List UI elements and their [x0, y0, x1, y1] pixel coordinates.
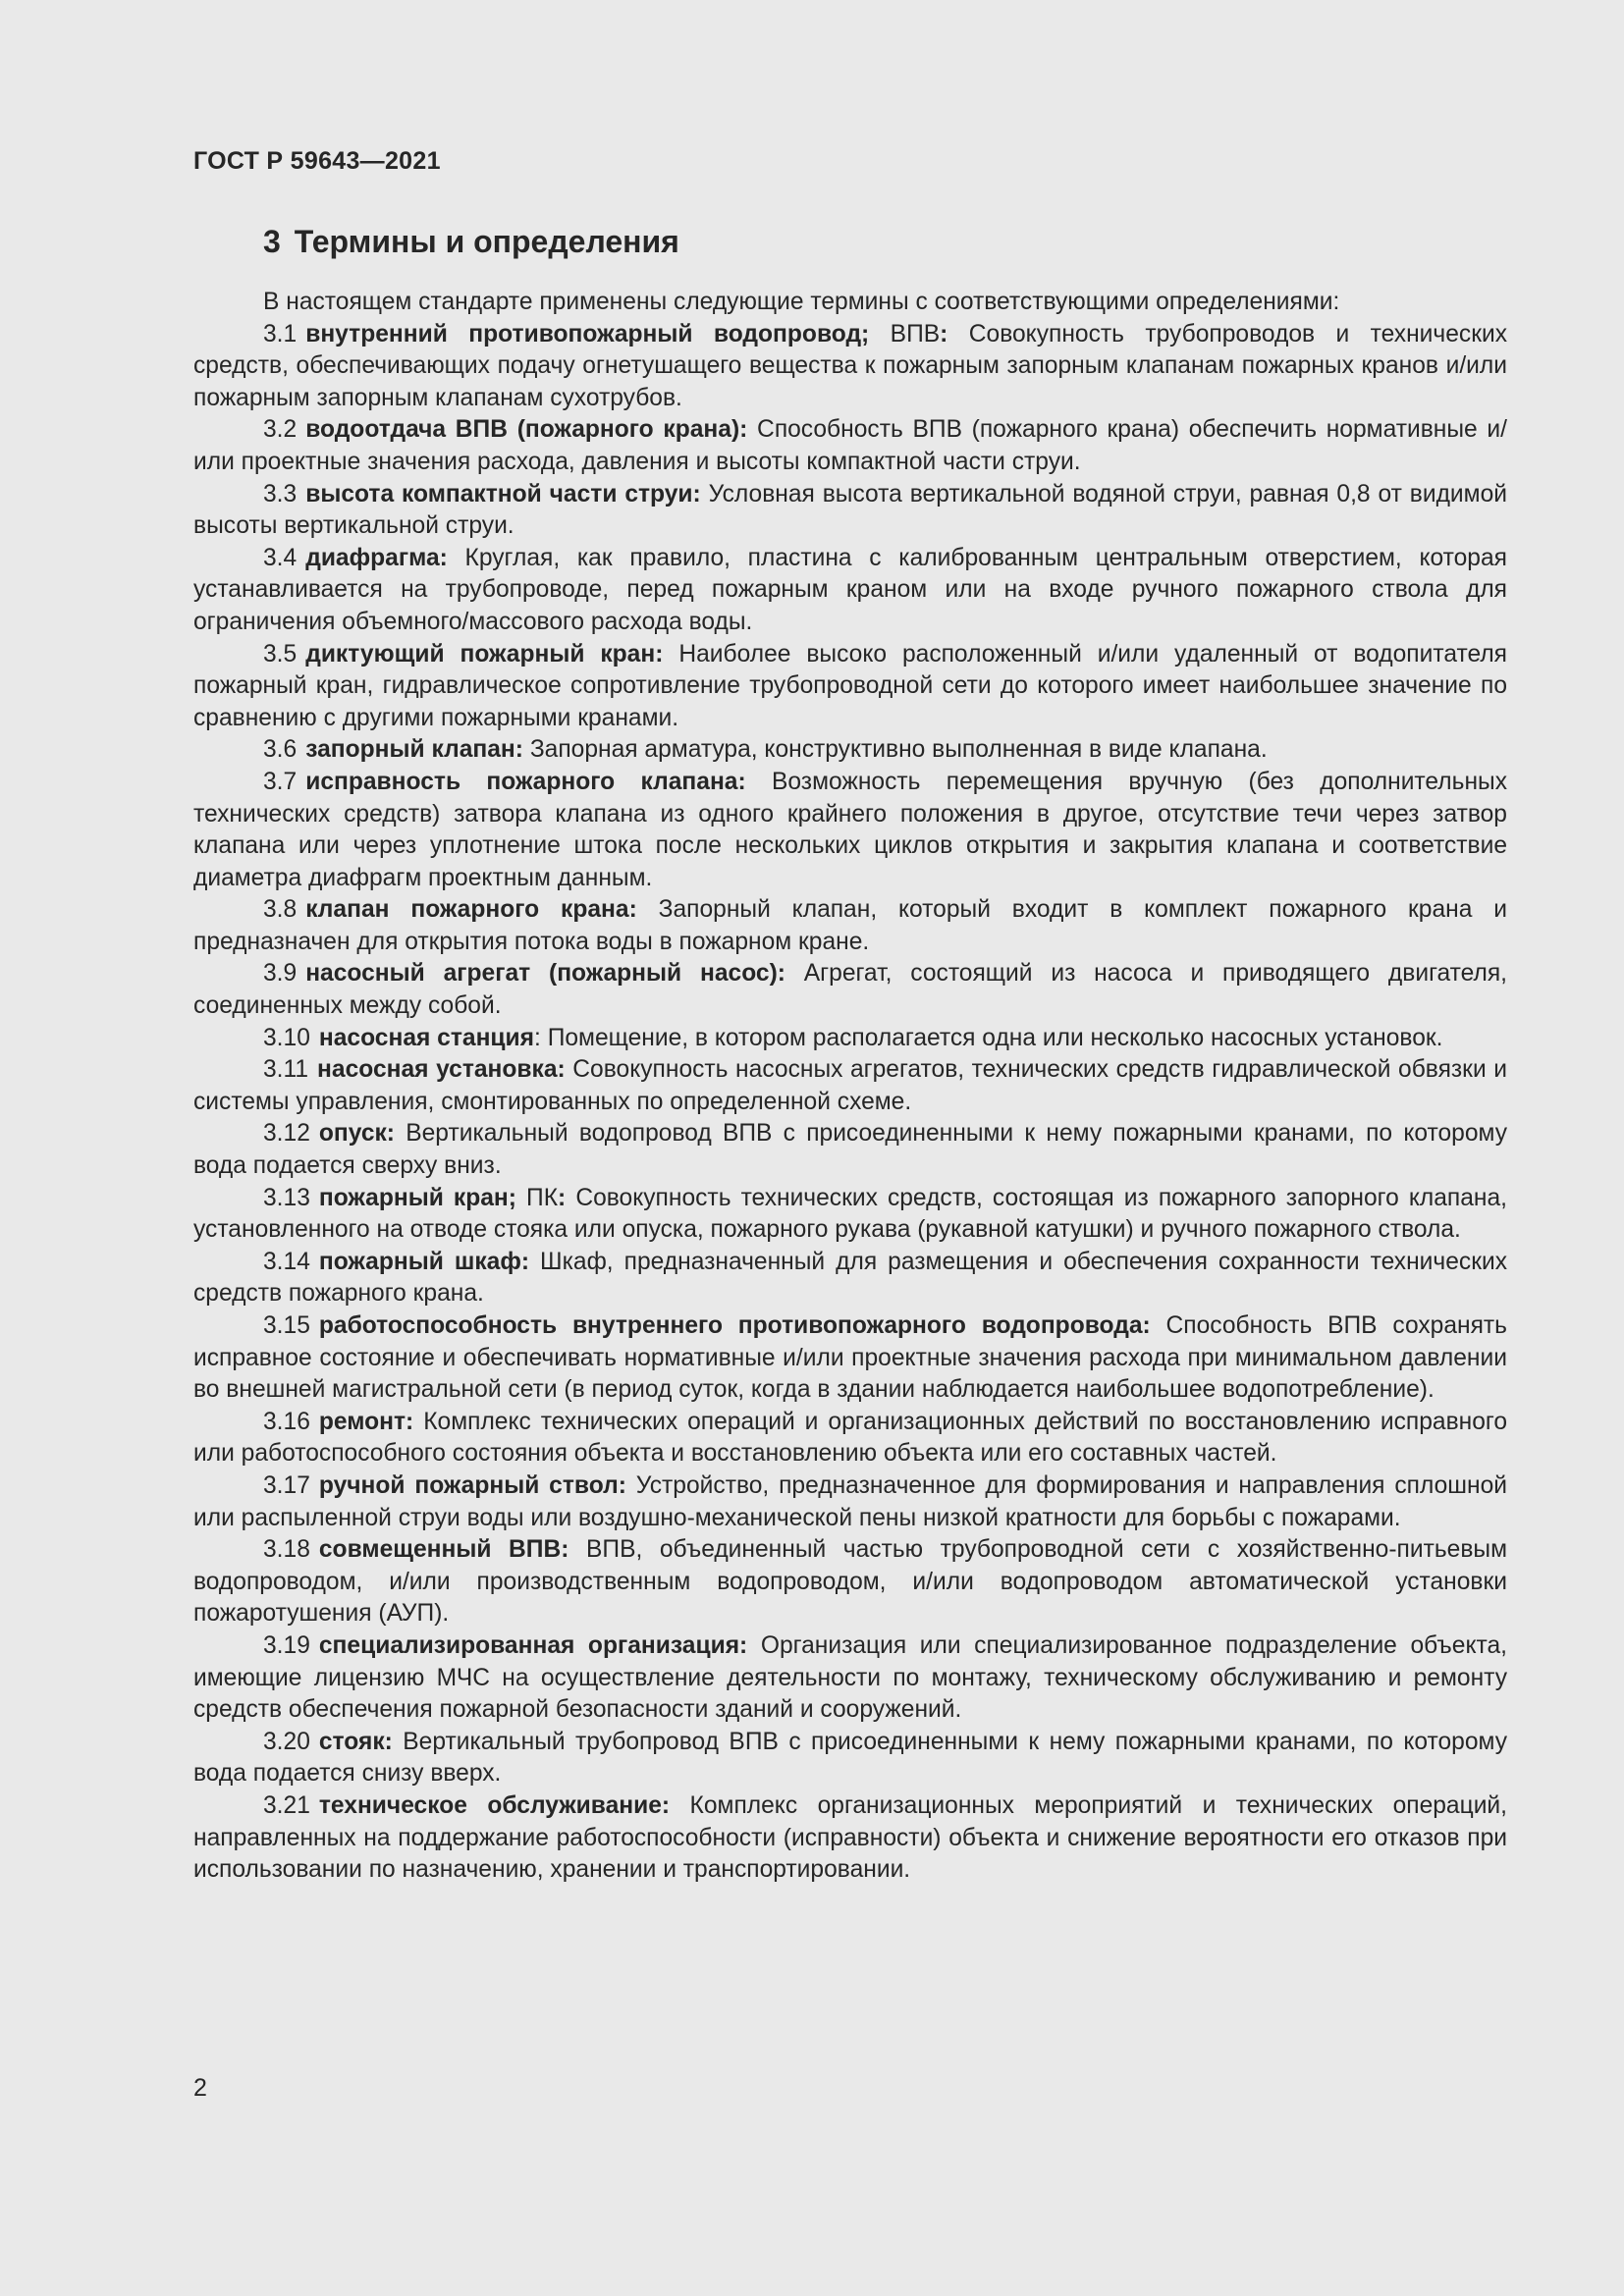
term-name: стояк:	[318, 1728, 393, 1755]
term-entry	[193, 1054, 1507, 1118]
term-name: высота компактной части струи:	[305, 480, 701, 507]
term-number: 3.8	[263, 896, 298, 924]
term-separator: :	[940, 320, 948, 347]
term-definition: Комплекс технических операций и организационных действий по восстановлению исправного или работоспособного состояния объекта и восстановлению объекта или его составных частей.	[193, 1408, 1507, 1468]
term-number: 3.17	[263, 1471, 310, 1499]
term-definition: Способность ВПВ сохранять исправное состояние и обеспечивать нормативные и/или проектные значения расхода при минимальном давлении во внешней магистральной сети (в период суток, когда в здании наблюдается наибольшее водопотребление).	[193, 1312, 1507, 1404]
term-number: 3.13	[263, 1184, 310, 1211]
term-entry	[193, 1183, 1507, 1247]
term-name: ручной пожарный ствол:	[318, 1471, 626, 1499]
term-number: 3.6	[263, 736, 298, 764]
term-entry	[193, 319, 1507, 415]
term-definition: Способность ВПВ (пожарного крана) обеспечить нормативные и/или проектные значения расхода, давления и высоты компактной части струи.	[193, 416, 1507, 475]
term-entry	[193, 543, 1507, 639]
term-definition: Устройство, предназначенное для формирования и направления сплошной или распыленной струи воды или воздушно-механической пены низкой кратности для борьбы с пожарами.	[193, 1471, 1507, 1531]
intro-paragraph: В настоящем стандарте применены следующие термины с соответствующими определениями:	[263, 289, 1340, 315]
term-number: 3.10	[263, 1024, 310, 1051]
section-heading	[263, 224, 679, 260]
term-number: 3.11	[263, 1056, 309, 1084]
term-name: работоспособность внутреннего противопожарного водопровода:	[318, 1312, 1151, 1339]
term-definition: : Помещение, в котором располагается одна или несколько насосных установок.	[534, 1024, 1443, 1051]
term-entry	[193, 1310, 1507, 1407]
term-name: насосная станция	[318, 1024, 535, 1051]
term-entry	[193, 734, 1507, 767]
term-definition: Шкаф, предназначенный для размещения и обеспечения сохранности технических средств пожарного крана.	[193, 1248, 1507, 1308]
term-name: диафрагма:	[305, 544, 448, 571]
term-name: исправность пожарного клапана:	[305, 768, 746, 795]
page-number: 2	[193, 2074, 207, 2102]
term-entry	[193, 1630, 1507, 1727]
term-abbreviation: ВПВ	[869, 320, 941, 347]
term-name: водоотдача ВПВ (пожарного крана):	[305, 416, 748, 444]
term-definition: Условная высота вертикальной водяной струи, равная 0,8 от видимой высоты вертикальной струи.	[193, 480, 1507, 540]
term-definition: Запорный клапан, который входит в комплект пожарного крана и предназначен для открытия потока воды в пожарном кране.	[193, 896, 1507, 955]
term-name: насосная установка:	[317, 1056, 566, 1084]
term-name: совмещенный ВПВ:	[318, 1536, 569, 1564]
term-definition: Совокупность технических средств, состоящая из пожарного запорного клапана, установленного на отводе стояка или опуска, пожарного рукава (рукавной катушки) и ручного пожарного ствола.	[193, 1184, 1508, 1244]
term-number: 3.14	[263, 1248, 310, 1275]
term-definition: Запорная арматура, конструктивно выполненная в виде клапана.	[522, 736, 1268, 764]
term-definition: Наиболее высоко расположенный и/или удаленный от водопитателя пожарный кран, гидравлическое сопротивление трубопроводной сети до которого имеет наибольшее значение по сравнению с другими пожарными кранами.	[193, 640, 1507, 731]
term-name: внутренний противопожарный водопровод;	[305, 320, 870, 347]
term-name: пожарный шкаф:	[318, 1248, 530, 1275]
term-number: 3.1	[263, 320, 298, 347]
term-entry	[193, 1470, 1507, 1534]
term-number: 3.12	[263, 1120, 310, 1148]
term-name: техническое обслуживание:	[318, 1791, 671, 1819]
term-number: 3.16	[263, 1408, 310, 1435]
term-definition: Круглая, как правило, пластина с калиброванным центральным отверстием, которая устанавливается на трубопроводе, перед пожарным краном или на входе ручного пожарного ствола для ограничения объемного/массового расхода воды.	[193, 544, 1507, 635]
term-definition: Вертикальный трубопровод ВПВ с присоединенными к нему пожарными кранами, по которому вода подается снизу вверх.	[193, 1728, 1507, 1788]
term-abbreviation: ПК	[515, 1184, 559, 1211]
term-name: специализированная организация:	[318, 1631, 748, 1659]
term-number: 3.18	[263, 1536, 310, 1564]
term-separator: :	[558, 1184, 567, 1211]
term-definition: Совокупность трубопроводов и технических средств, обеспечивающих подачу огнетушащего вещества к пожарным запорным клапанам пожарных кранов и/или пожарным запорным клапанам сухотрубов.	[193, 320, 1507, 411]
term-entry	[193, 1118, 1507, 1182]
term-entry	[193, 1407, 1507, 1470]
term-entry	[193, 767, 1507, 894]
term-name: насосный агрегат (пожарный насос):	[305, 960, 785, 988]
terms-content	[193, 287, 1507, 1887]
term-entry	[193, 1727, 1507, 1790]
term-definition: Агрегат, состоящий из насоса и приводящего двигателя, соединенных между собой.	[193, 960, 1507, 1020]
term-entry	[193, 1247, 1507, 1310]
standard-designation: ГОСТ Р 59643—2021	[193, 147, 441, 175]
term-name: ремонт:	[318, 1408, 414, 1435]
term-number: 3.20	[263, 1728, 310, 1755]
term-number: 3.3	[263, 480, 298, 507]
term-entry	[193, 639, 1507, 735]
term-entry	[193, 1023, 1507, 1055]
term-name: диктующий пожарный кран:	[305, 640, 664, 667]
term-number: 3.19	[263, 1631, 310, 1659]
term-name: опуск:	[318, 1120, 395, 1148]
term-number: 3.2	[263, 416, 298, 444]
term-number: 3.21	[263, 1791, 310, 1819]
terms-list	[193, 319, 1507, 1887]
term-number: 3.4	[263, 544, 298, 571]
term-number: 3.9	[263, 960, 298, 988]
term-number: 3.5	[263, 640, 298, 667]
section-number: 3	[263, 224, 281, 259]
term-number: 3.7	[263, 768, 298, 795]
term-entry	[193, 894, 1507, 958]
term-definition: Организация или специализированное подразделение объекта, имеющие лицензию МЧС на осуществление деятельности по монтажу, техническому обслуживанию и ремонту средств обеспечения пожарной безопасности зданий и сооружений.	[193, 1631, 1507, 1724]
term-number: 3.15	[263, 1312, 310, 1339]
section-title: Термины и определения	[294, 224, 679, 259]
term-entry	[193, 1790, 1507, 1887]
term-definition: Совокупность насосных агрегатов, технических средств гидравлической обвязки и системы управления, смонтированных по определенной схеме.	[193, 1056, 1507, 1115]
term-definition: Комплекс организационных мероприятий и технических операций, направленных на поддержание работоспособности (исправности) объекта и снижение вероятности его отказов при использовании по назначению, хранении и транспортировании.	[193, 1791, 1508, 1884]
term-name: клапан пожарного крана:	[305, 896, 637, 924]
term-definition: Вертикальный водопровод ВПВ с присоединенными к нему пожарными кранами, по которому вода подается сверху вниз.	[193, 1120, 1507, 1180]
term-entry	[193, 1534, 1507, 1630]
term-name: пожарный кран;	[318, 1184, 516, 1211]
term-name: запорный клапан:	[305, 736, 523, 764]
term-definition: ВПВ, объединенный частью трубопроводной сети с хозяйственно-питьевым водопроводом, и/или производственным водопроводом, и/или водопроводом автоматической установки пожаротушения (АУП).	[193, 1536, 1507, 1628]
term-definition: Возможность перемещения вручную (без дополнительных технических средств) затвора клапана из одного крайнего положения в другое, отсутствие течи через затвор клапана или через уплотнение штока после нескольких циклов открытия и закрытия клапана и соответствие диаметра диафрагм проектным данным.	[193, 768, 1507, 891]
term-entry	[193, 958, 1507, 1022]
term-entry	[193, 479, 1507, 543]
term-entry	[193, 414, 1507, 478]
